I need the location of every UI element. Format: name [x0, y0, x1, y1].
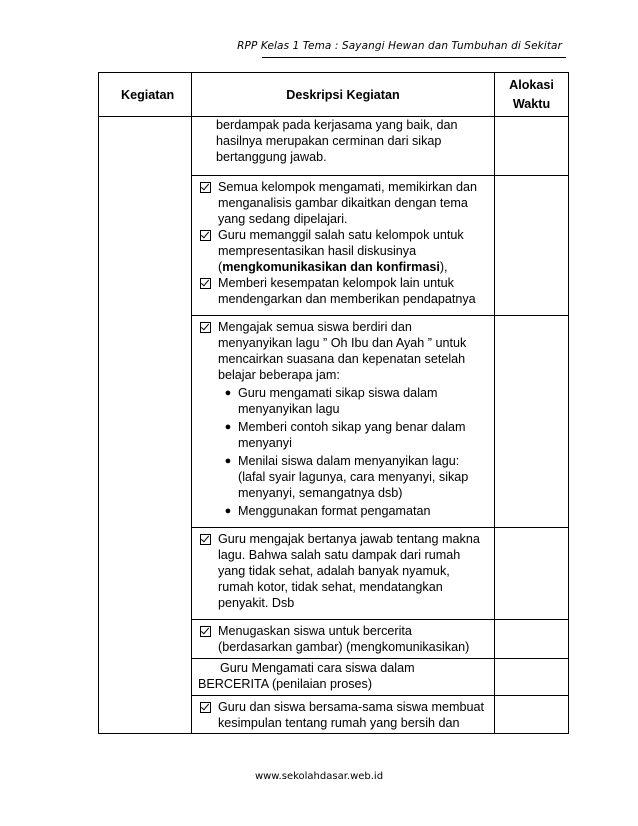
continuation-text: berdampak pada kerjasama yang baik, dan hasilnya merupakan cerminan dari sikap bertanggung jawab.	[192, 117, 495, 176]
bullet-icon: ●	[224, 387, 232, 399]
header-deskripsi: Deskripsi Kegiatan	[192, 73, 495, 117]
table-header-row	[99, 73, 569, 117]
item-text: Guru mengajak bertanya jawab tentang makna lagu. Bahwa salah satu dampak dari rumah yang tidak sehat, adalah banyak nyamuk, rumah kotor, tidak sehat, mendatangkan penyakit. Dsb	[218, 532, 480, 610]
list-item	[192, 179, 494, 227]
description-cell	[192, 176, 495, 316]
bullet-item: ● Menggunakan format pengamatan	[218, 503, 484, 519]
bullet-item: ● Memberi contoh sikap yang benar dalam menyanyi	[218, 419, 484, 451]
kegiatan-cell	[99, 117, 192, 734]
bullet-item: ● Guru mengamati sikap siswa dalam menyanyikan lagu	[218, 385, 484, 417]
bullet-icon: ●	[224, 421, 232, 433]
list-item	[192, 275, 494, 307]
checkbox-icon	[192, 531, 218, 611]
checkbox-icon	[192, 623, 218, 655]
checkbox-icon	[192, 275, 218, 307]
bullet-icon: ●	[224, 455, 232, 467]
description-cell	[192, 696, 495, 734]
alokasi-cell	[495, 659, 569, 696]
checkbox-icon	[192, 227, 218, 275]
bold-keyword: mengkomunikasikan dan konfirmasi	[222, 260, 440, 274]
description-cell	[192, 316, 495, 528]
list-item	[192, 699, 494, 731]
alokasi-cell	[495, 528, 569, 620]
checkbox-icon	[192, 319, 218, 519]
bullet-item: ● Menilai siswa dalam menyanyikan lagu: (lafal syair lagunya, cara menyanyi, sikap menyanyi, semangatnya dsb)	[218, 453, 484, 501]
bullet-icon: ●	[224, 505, 232, 517]
description-cell	[192, 528, 495, 620]
description-cell	[192, 620, 495, 659]
running-header: RPP Kelas 1 Tema : Sayangi Hewan dan Tumbuhan di Sekitar	[237, 40, 562, 52]
list-item	[192, 227, 494, 275]
alokasi-cell	[495, 696, 569, 734]
alokasi-cell	[495, 117, 569, 176]
checkbox-icon	[192, 179, 218, 227]
observation-text: Guru Mengamati cara siswa dalam BERCERITA (penilaian proses)	[198, 661, 415, 691]
item-text: Guru memanggil salah satu kelompok untuk mempresentasikan hasil diskusinya (mengkomunikasikan dan konfirmasi),	[218, 228, 464, 274]
checkbox-icon	[192, 699, 218, 731]
item-text: Memberi kesempatan kelompok lain untuk mendengarkan dan memberikan pendapatnya	[218, 276, 476, 306]
alokasi-cell	[495, 316, 569, 528]
item-text: Menugaskan siswa untuk bercerita (berdasarkan gambar) (mengkomunikasikan)	[218, 624, 470, 654]
item-text: Semua kelompok mengamati, memikirkan dan menganalisis gambar dikaitkan dengan tema yang sedang dipelajari.	[218, 180, 477, 226]
item-text: Mengajak semua siswa berdiri dan menyanyikan lagu ” Oh Ibu dan Ayah ” untuk mencairkan suasana dan kepenatan setelah belajar beberapa jam: ● Guru mengamati sikap siswa dalam menyanyikan lagu ● Memberi contoh sikap yang benar dalam menyanyi ● Menilai siswa dalam menyanyikan lagu: (lafal syair lagunya, cara menyanyi, sikap menyanyi, semangatnya dsb) ● Menggunakan format pengamatan	[218, 319, 494, 519]
activity-table	[98, 72, 569, 734]
description-cell	[192, 659, 495, 696]
table-row	[99, 117, 569, 176]
header-kegiatan: Kegiatan	[99, 73, 192, 117]
list-item	[192, 531, 494, 611]
alokasi-cell	[495, 620, 569, 659]
list-item	[192, 623, 494, 655]
page-footer: www.sekolahdasar.web.id	[254, 771, 384, 782]
alokasi-cell	[495, 176, 569, 316]
header-alokasi: Alokasi Waktu	[495, 73, 569, 117]
list-item	[192, 319, 494, 519]
item-text: Guru dan siswa bersama-sama siswa membuat kesimpulan tentang rumah yang bersih dan	[218, 700, 484, 730]
header-rule	[262, 57, 566, 58]
